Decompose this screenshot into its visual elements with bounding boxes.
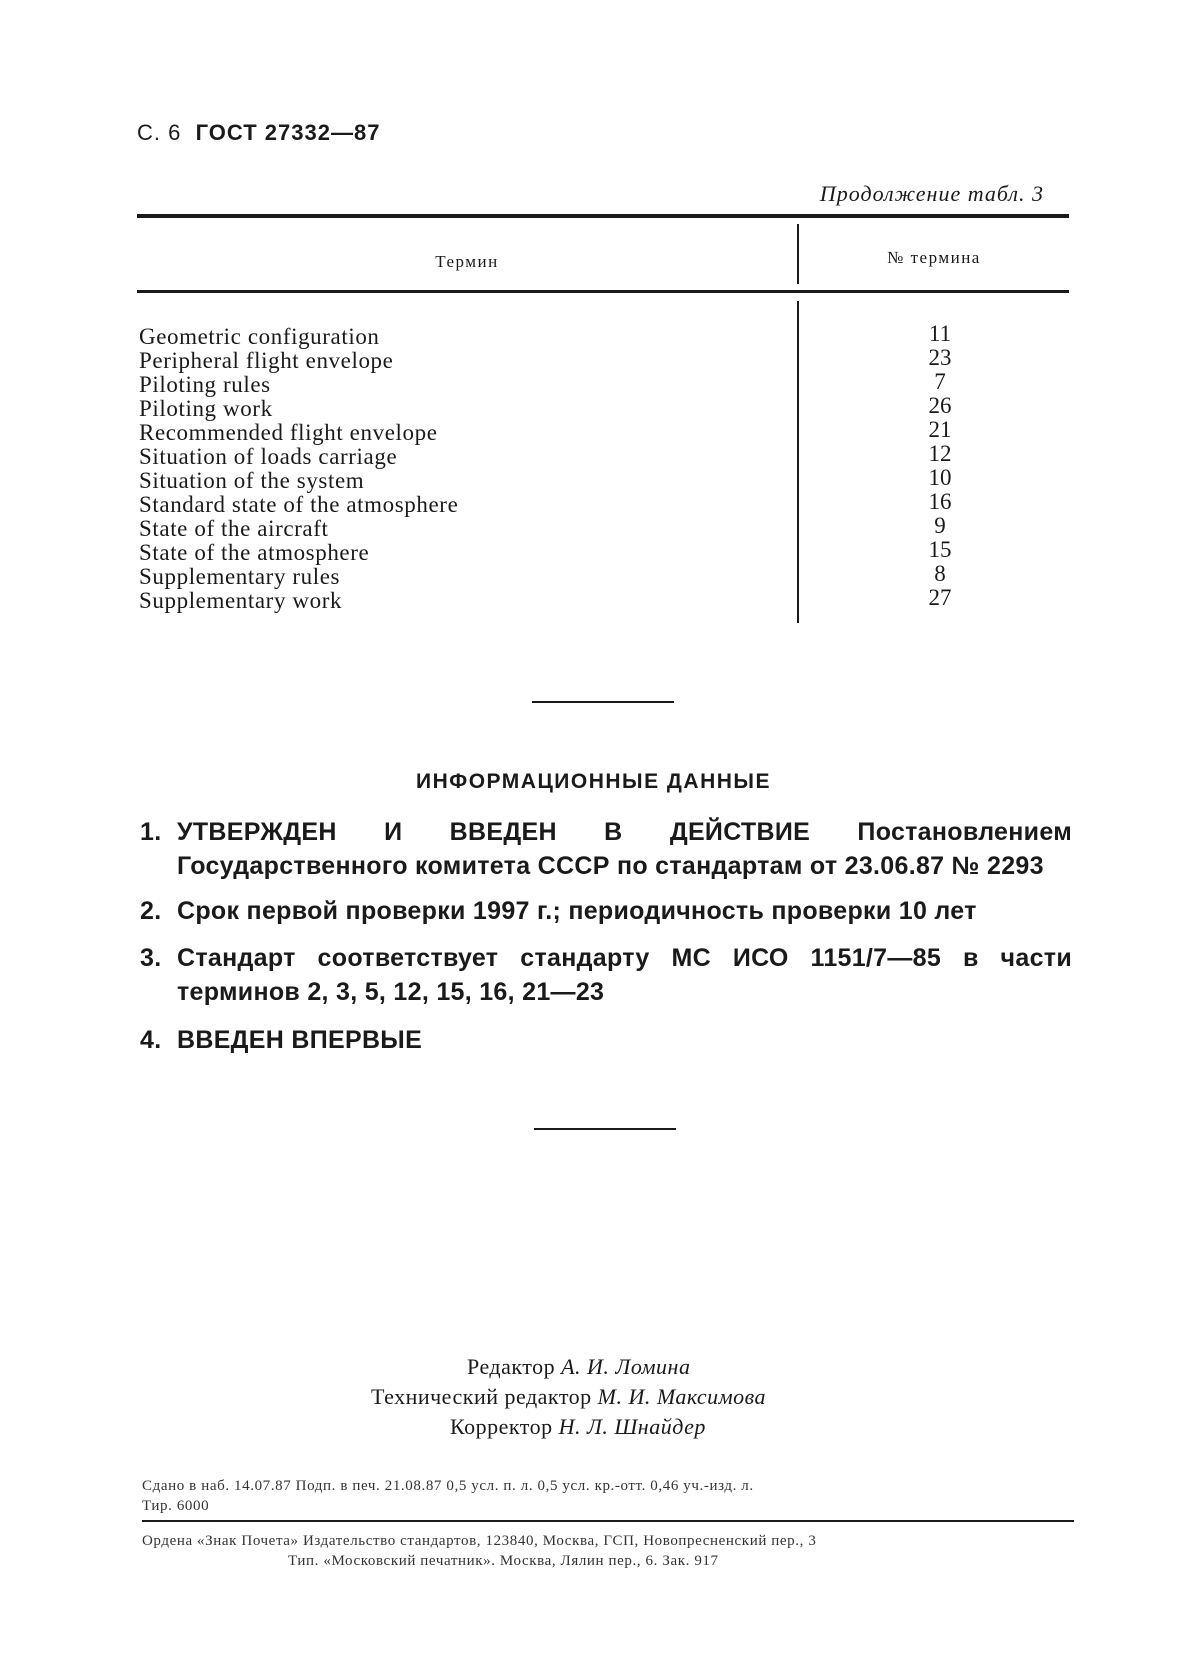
term-numbers-column	[880, 322, 1000, 610]
term-cell: Geometric configuration	[139, 324, 380, 349]
term-number-cell: 11	[928, 321, 952, 346]
info-item	[140, 815, 1072, 883]
credit-role: Технический редактор	[371, 1384, 592, 1409]
imprint-line: Сдано в наб. 14.07.87 Подп. в печ. 21.08.87 0,5 усл. п. л. 0,5 усл. кр.-отт. 0,46 уч.-изд. л.	[142, 1478, 754, 1494]
term-number-cell: 16	[928, 489, 952, 514]
page-header	[137, 120, 380, 146]
term-cell: Recommended flight envelope	[139, 420, 438, 445]
term-cell: Piloting work	[139, 396, 273, 421]
credit-tech-editor	[371, 1384, 766, 1410]
page-number: С. 6	[137, 120, 182, 145]
term-number-cell: 27	[928, 585, 952, 610]
info-item	[140, 941, 1072, 1009]
term-number-cell: 7	[934, 369, 946, 394]
term-cell: Situation of loads carriage	[139, 444, 398, 469]
term-number-cell: 21	[928, 417, 952, 442]
info-item-number: 2.	[140, 897, 162, 925]
imprint-line: Тип. «Московский печатник». Москва, Лялин пер., 6. Зак. 917	[288, 1553, 719, 1569]
term-cell: State of the atmosphere	[139, 540, 370, 565]
imprint-rule	[142, 1520, 1074, 1522]
credit-name: А. И. Ломина	[561, 1354, 691, 1379]
table-caption: Продолжение табл. 3	[819, 181, 1044, 206]
column-header-number: № термина	[887, 248, 981, 267]
term-cell: Supplementary rules	[139, 564, 341, 589]
credit-name: Н. Л. Шнайдер	[558, 1414, 706, 1439]
term-number-cell: 23	[928, 345, 952, 370]
credit-name: М. И. Максимова	[597, 1384, 767, 1409]
term-cell: State of the aircraft	[139, 516, 329, 541]
section-divider	[532, 701, 674, 703]
credit-role: Корректор	[450, 1414, 553, 1439]
info-item-text: ВВЕДЕН ВПЕРВЫЕ	[177, 1026, 423, 1054]
term-number-cell: 12	[928, 441, 952, 466]
imprint-line: Тир. 6000	[142, 1498, 210, 1514]
info-item-text: УТВЕРЖДЕН И ВВЕДЕН В ДЕЙСТВИЕ Постановлением Государственного комитета СССР по стандартам от 23.06.87 № 2293	[177, 818, 1072, 880]
term-number-cell: 26	[928, 393, 952, 418]
terms-column	[139, 325, 458, 613]
info-item-number: 4.	[140, 1026, 162, 1054]
info-item-number: 3.	[140, 944, 162, 972]
info-item-text: Срок первой проверки 1997 г.; периодичность проверки 10 лет	[177, 897, 977, 925]
term-number-cell: 8	[934, 561, 946, 586]
info-item	[140, 1023, 1072, 1057]
term-cell: Piloting rules	[139, 372, 271, 397]
table-top-rule	[137, 214, 1069, 218]
term-number-cell: 9	[934, 513, 946, 538]
body-column-divider	[797, 301, 799, 623]
credit-role: Редактор	[467, 1354, 556, 1379]
info-item-number: 1.	[140, 818, 162, 846]
term-number-cell: 15	[928, 537, 952, 562]
credit-editor	[467, 1354, 690, 1380]
term-number-cell: 10	[928, 465, 952, 490]
info-section-title: ИНФОРМАЦИОННЫЕ ДАННЫЕ	[416, 770, 771, 793]
info-item-text: Стандарт соответствует стандарту МС ИСО 1151/7—85 в части терминов 2, 3, 5, 12, 15, 16, 21—23	[177, 944, 1072, 1006]
document-code: ГОСТ 27332—87	[195, 120, 381, 145]
credit-corrector	[450, 1414, 706, 1440]
term-cell: Supplementary work	[139, 588, 343, 613]
table-header-rule	[137, 290, 1069, 293]
term-cell: Standard state of the atmosphere	[139, 492, 459, 517]
imprint-line: Ордена «Знак Почета» Издательство стандартов, 123840, Москва, ГСП, Новопресненский пер., 3	[142, 1533, 817, 1549]
section-divider	[534, 1128, 676, 1130]
term-cell: Situation of the system	[139, 468, 365, 493]
info-item	[140, 894, 1072, 928]
column-header-term: Термин	[435, 252, 499, 271]
term-cell: Peripheral flight envelope	[139, 348, 394, 373]
